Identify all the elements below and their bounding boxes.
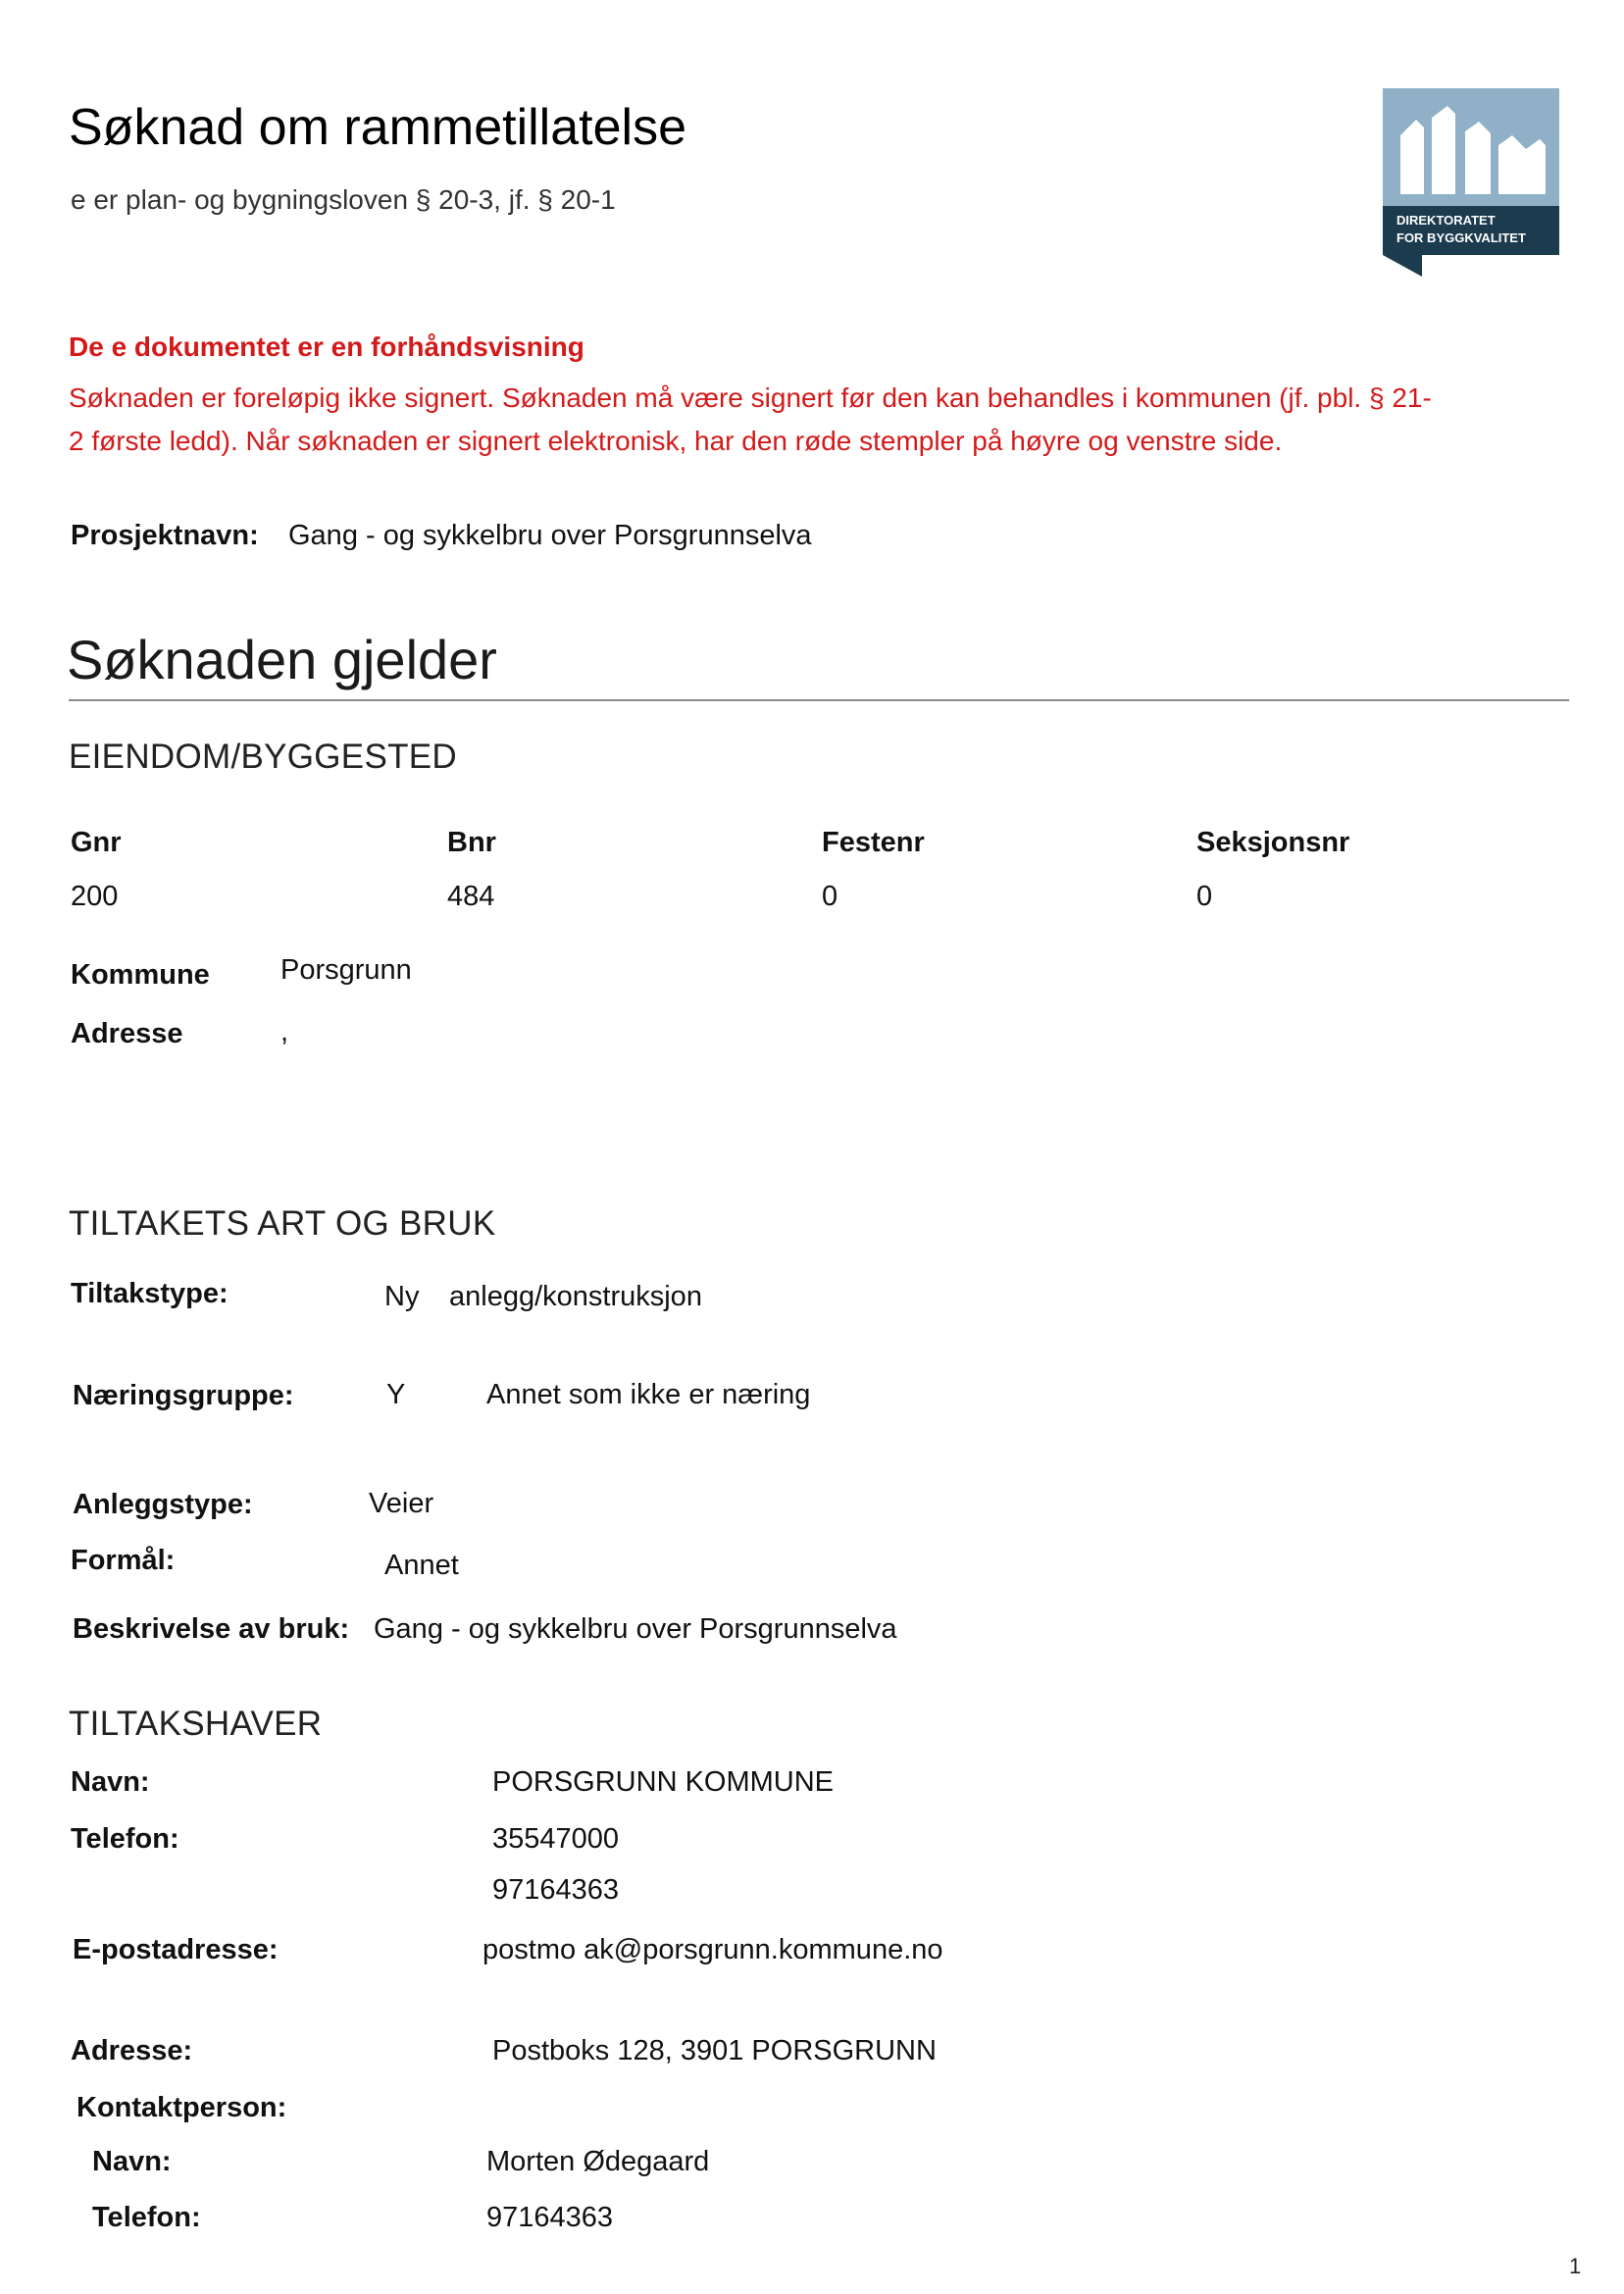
anleggstype-label: Anleggstype: [73, 1489, 253, 1520]
tiltakshaver-adresse-value: Postboks 128, 3901 PORSGRUNN [492, 2035, 937, 2066]
gnr-value: 200 [71, 881, 119, 912]
section-divider [69, 699, 1569, 701]
tiltakshaver-telefon-value-1: 35547000 [492, 1823, 620, 1855]
kommune-label: Kommune [71, 959, 210, 991]
epost-value: postmo ak@porsgrunn.kommune.no [482, 1934, 943, 1965]
preview-notice-line2: 2 første ledd). Når søknaden er signert elektronisk, har den røde stempler på høyre og venstre side. [69, 426, 1283, 456]
beskrivelse-label: Beskrivelse av bruk: [73, 1613, 350, 1645]
naeringsgruppe-value: Annet som ikke er næring [486, 1379, 811, 1410]
tiltak-heading: TILTAKETS ART OG BRUK [69, 1204, 496, 1243]
tiltakshaver-adresse-label: Adresse: [71, 2035, 193, 2066]
tiltakshaver-telefon-label: Telefon: [71, 1823, 179, 1855]
section-title-soknaden-gjelder: Søknaden gjelder [67, 629, 497, 690]
tiltakshaver-navn-value: PORSGRUNN KOMMUNE [492, 1766, 835, 1798]
tiltakstype-value: anlegg/konstruksjon [449, 1281, 702, 1312]
formal-value: Annet [384, 1550, 459, 1581]
bnr-label: Bnr [447, 827, 496, 858]
naeringsgruppe-code: Y [386, 1379, 406, 1410]
tiltakshaver-telefon-value-2: 97164363 [492, 1874, 620, 1906]
epost-label: E-postadresse: [73, 1934, 279, 1965]
eiendom-heading: EIENDOM/BYGGESTED [69, 738, 457, 776]
tiltakshaver-heading: TILTAKSHAVER [69, 1705, 323, 1743]
document-title: Søknad om rammetillatelse [69, 99, 686, 156]
beskrivelse-value: Gang - og sykkelbru over Porsgrunnselva [374, 1613, 897, 1645]
festenr-label: Festenr [822, 827, 925, 858]
preview-notice-line1: Søknaden er foreløpig ikke signert. Søknaden må være signert før den kan behandles i kommunen (jf. pbl. § 21- [69, 382, 1432, 413]
kontaktperson-label: Kontaktperson: [76, 2092, 287, 2123]
formal-label: Formål: [71, 1545, 176, 1576]
festenr-value: 0 [822, 881, 838, 912]
kommune-value: Porsgrunn [280, 954, 412, 986]
adresse-label: Adresse [71, 1018, 183, 1049]
bnr-value: 484 [447, 881, 495, 912]
kontaktperson-telefon-label: Telefon: [92, 2202, 201, 2233]
seksjonsnr-value: 0 [1196, 881, 1213, 912]
tiltakstype-label: Tiltakstype: [71, 1278, 228, 1309]
kontaktperson-telefon-value: 97164363 [486, 2202, 614, 2233]
kontaktperson-navn-label: Navn: [92, 2146, 172, 2177]
tiltakshaver-navn-label: Navn: [71, 1766, 150, 1798]
adresse-value: , [280, 1016, 289, 1047]
document-subtitle: e er plan- og bygningsloven § 20-3, jf. § 20-1 [71, 184, 616, 215]
project-name-label: Prosjektnavn: [71, 520, 259, 551]
gnr-label: Gnr [71, 827, 122, 858]
seksjonsnr-label: Seksjonsnr [1196, 827, 1350, 858]
preview-notice-title: De e dokumentet er en forhåndsvisning [69, 331, 584, 362]
tiltakstype-code: Ny [384, 1281, 420, 1312]
page-number: 1 [1569, 2254, 1582, 2278]
kontaktperson-navn-value: Morten Ødegaard [486, 2146, 710, 2177]
project-name-value: Gang - og sykkelbru over Porsgrunnselva [288, 520, 812, 551]
logo-line1: DIREKTORATET [1396, 213, 1496, 228]
anleggstype-value: Veier [369, 1488, 434, 1519]
logo-line2: FOR BYGGKVALITET [1396, 230, 1526, 245]
dibk-logo-icon [1383, 88, 1559, 277]
dibk-logo [1383, 88, 1559, 277]
naeringsgruppe-label: Næringsgruppe: [73, 1380, 294, 1411]
